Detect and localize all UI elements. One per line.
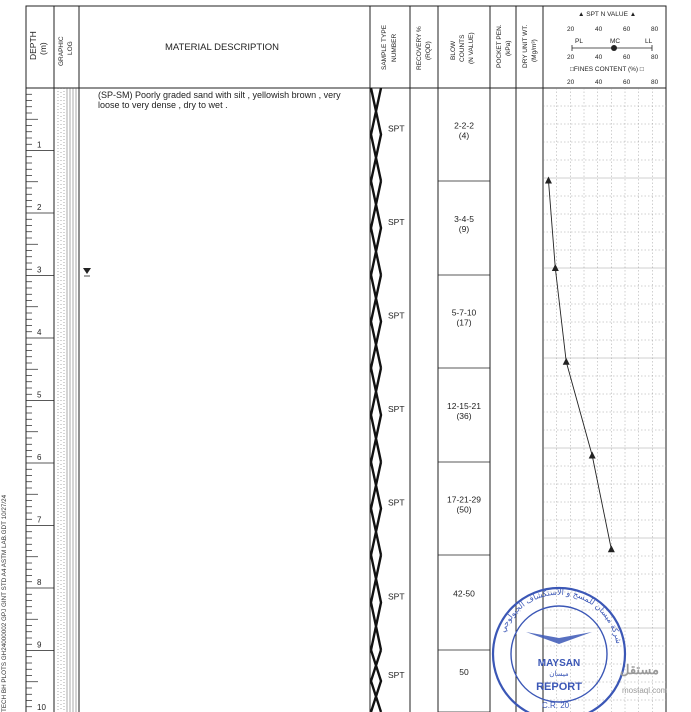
- spt-series: [545, 177, 615, 553]
- svg-text:20: 20: [567, 79, 575, 86]
- blow-counts: 12-15-21: [446, 401, 482, 411]
- depth-label: 6: [37, 453, 42, 462]
- mc-ticks: [567, 54, 659, 61]
- header-depth-unit: (m): [38, 42, 48, 55]
- depth-label: 2: [37, 203, 42, 212]
- split-spoon-sample-icon: [371, 555, 381, 650]
- split-spoon-sample-icon: [371, 275, 381, 368]
- fines-ticks: [567, 79, 659, 86]
- blow-counts: 2-2-2: [454, 120, 474, 131]
- n-value: (4): [458, 130, 470, 141]
- split-spoon-sample-icon: [371, 181, 381, 275]
- svg-text:40: 40: [595, 54, 603, 61]
- depth-label: 8: [37, 578, 42, 587]
- depth-label: 1: [37, 140, 42, 150]
- split-spoon-sample-icon: [371, 88, 381, 181]
- stamp-arabic-text: شركة ميسان للمسح و الاستكشاف الجيولوجي: [498, 587, 624, 645]
- graphic-log-hatch: [58, 88, 76, 712]
- stamp-brand: MAYSAN: [537, 658, 581, 669]
- svg-text:60: 60: [623, 79, 631, 86]
- sample-type: SPT: [388, 591, 405, 602]
- svg-text:PL: PL: [575, 38, 583, 45]
- spt-point: [589, 452, 596, 459]
- sample-rows: [371, 88, 490, 712]
- header-n-value: (N VALUE): [468, 32, 475, 64]
- header-sample-type: SAMPLE TYPE: [381, 24, 388, 70]
- sidebar-report-info: TECH BH PLOTS GH24000002 GPJ GINT STD A4 ASTM LAB.GDT 10/27/24: [1, 494, 8, 712]
- header-blow: BLOW: [450, 40, 457, 60]
- sample-type: SPT: [388, 670, 405, 680]
- blow-counts: 50: [459, 667, 469, 677]
- spt-point: [552, 264, 559, 271]
- header-graphic-log: GRAPHIC: [58, 36, 65, 66]
- maysan-logo-icon: [526, 632, 592, 644]
- spt-ticks: [567, 26, 659, 33]
- svg-text:60: 60: [623, 26, 631, 33]
- sample-type: SPT: [388, 123, 405, 134]
- spt-point: [545, 177, 552, 184]
- water-table-icon: [83, 268, 91, 276]
- header-pocket-unit: (kPa): [505, 40, 512, 56]
- header-pocket-pen: POCKET PEN.: [496, 24, 503, 68]
- header-graphic-log-2: LOG: [67, 41, 74, 55]
- header-depth: DEPTH: [28, 31, 38, 60]
- depth-label: 10: [37, 703, 46, 712]
- blow-counts: 42-50: [453, 588, 475, 599]
- svg-text:80: 80: [651, 26, 659, 33]
- depth-ticks: [26, 94, 54, 712]
- sample-type: SPT: [388, 217, 405, 227]
- n-value: (9): [458, 224, 470, 234]
- svg-text:20: 20: [567, 26, 575, 33]
- n-value: (50): [456, 504, 472, 515]
- header-dry-unit-unit: (Mg/m³): [531, 39, 538, 62]
- watermark-en: mostaql.com: [622, 686, 668, 695]
- depth-label: 4: [37, 328, 42, 337]
- sample-type: SPT: [388, 497, 405, 508]
- material-description-text: (SP-SM) Poorly graded sand with silt , yellowish brown , very loose to very dense , dry to wet .: [98, 90, 341, 110]
- svg-text:40: 40: [595, 26, 603, 33]
- depth-label: 5: [37, 390, 42, 400]
- stamp-bottom: C.R. 20: [542, 701, 570, 710]
- sample-type: SPT: [388, 404, 405, 414]
- svg-text:80: 80: [651, 54, 659, 61]
- company-stamp: [484, 584, 634, 712]
- depth-label: 9: [37, 640, 42, 650]
- split-spoon-sample-icon: [371, 650, 381, 712]
- spt-title: ▲ SPT N VALUE ▲: [578, 11, 637, 18]
- depth-label: 3: [37, 265, 42, 275]
- svg-text:20: 20: [567, 54, 575, 61]
- depth-label: 7: [37, 515, 42, 525]
- split-spoon-sample-icon: [371, 462, 381, 555]
- svg-text:MC: MC: [610, 38, 621, 45]
- n-value: (17): [456, 317, 472, 328]
- split-spoon-sample-icon: [371, 368, 381, 462]
- header-rqd: (RQD): [425, 41, 432, 60]
- header-dry-unit: DRY UNIT WT.: [522, 24, 529, 68]
- spt-point: [608, 545, 615, 552]
- svg-text:LL: LL: [645, 38, 653, 45]
- stamp-report: REPORT: [536, 681, 582, 693]
- blow-counts: 17-21-29: [446, 494, 482, 505]
- spt-line: [548, 181, 611, 550]
- spt-point: [563, 358, 570, 365]
- sample-type: SPT: [388, 310, 405, 321]
- blow-counts: 5-7-10: [451, 307, 477, 318]
- stamp-brand-ar: ميسان: [549, 670, 569, 678]
- svg-text:40: 40: [595, 79, 603, 86]
- header-sample-number: NUMBER: [391, 33, 398, 62]
- svg-text:60: 60: [623, 54, 631, 61]
- fines-content: □FINES CONTENT (%) □: [570, 66, 644, 73]
- header-material-description: MATERIAL DESCRIPTION: [165, 42, 280, 53]
- header-counts: COUNTS: [459, 34, 466, 62]
- blow-counts: 3-4-5: [454, 214, 474, 224]
- watermark-ar: مستقل: [620, 662, 659, 677]
- n-value: (36): [456, 411, 472, 421]
- header-recovery: RECOVERY %: [416, 26, 423, 70]
- svg-text:80: 80: [651, 79, 659, 86]
- pl-mc-ll-scale: [572, 38, 653, 51]
